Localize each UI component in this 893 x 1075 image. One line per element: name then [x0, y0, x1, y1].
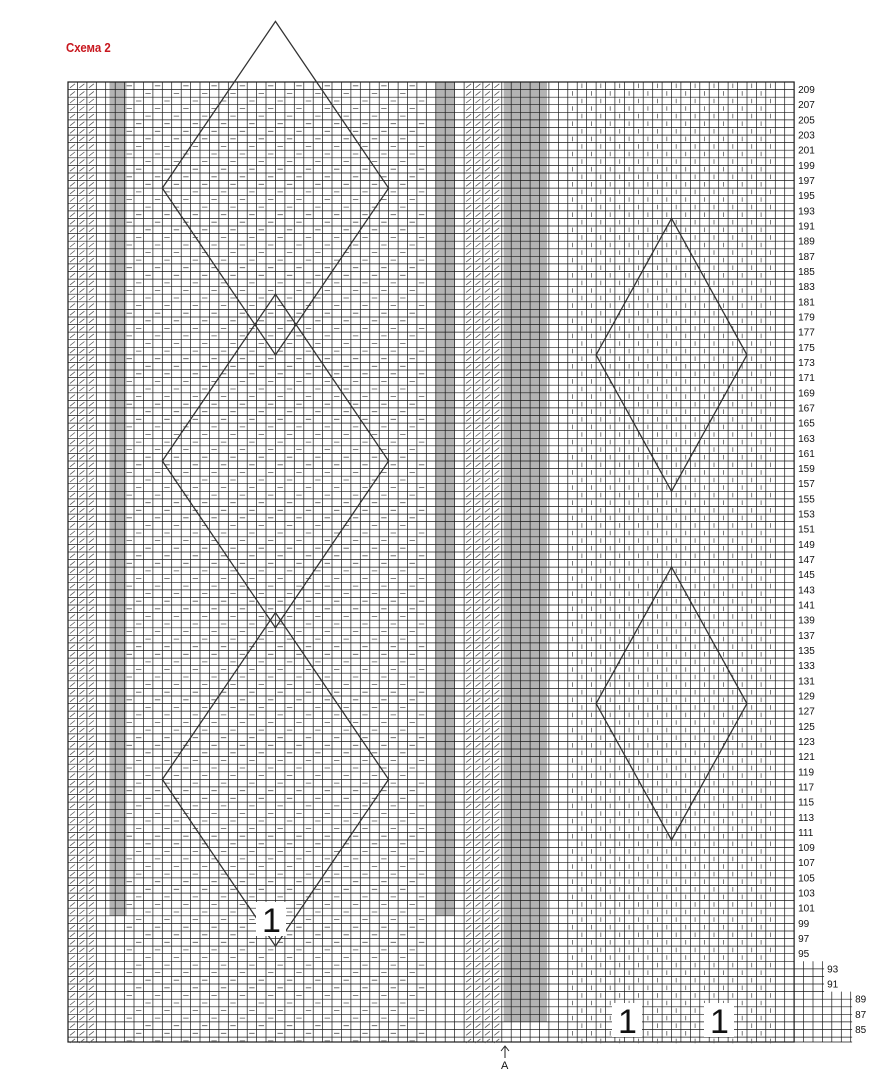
row-label: 113: [798, 812, 815, 824]
row-label: 167: [798, 403, 815, 415]
row-label: 179: [798, 312, 815, 324]
row-label: 107: [798, 858, 815, 870]
row-label: 191: [798, 221, 815, 233]
row-label-right: 85: [855, 1025, 867, 1036]
row-label: 129: [798, 691, 815, 703]
row-label: 111: [798, 827, 814, 839]
row-label: 133: [798, 661, 815, 673]
row-label: 125: [798, 721, 815, 733]
row-label: 139: [798, 615, 815, 627]
row-label: 131: [798, 676, 815, 688]
section-marker: 1: [710, 1003, 729, 1041]
stitch-symbols: [70, 84, 771, 1044]
row-label-right: 89: [855, 994, 867, 1006]
row-label: 207: [798, 100, 815, 112]
row-label: 123: [798, 737, 815, 748]
row-labels: [798, 85, 867, 1036]
row-label: 141: [798, 600, 815, 612]
row-label-right: 93: [827, 964, 839, 976]
row-label: 171: [798, 373, 815, 385]
row-label: 101: [798, 903, 815, 915]
row-label: 159: [798, 464, 815, 476]
row-label: 165: [798, 418, 815, 430]
row-label: 121: [798, 752, 815, 764]
row-label: 105: [798, 873, 815, 885]
row-label: 153: [798, 509, 815, 521]
section-marker: 1: [618, 1003, 637, 1041]
row-label: 169: [798, 388, 815, 400]
row-label: 197: [798, 176, 815, 187]
row-label-right: 87: [855, 1009, 867, 1021]
row-label: 189: [798, 236, 815, 248]
row-label: 95: [798, 949, 810, 961]
row-label: 119: [798, 767, 815, 779]
row-label: 181: [798, 297, 815, 309]
grid-lines: [68, 82, 852, 1042]
row-label: 145: [798, 570, 815, 582]
row-label: 185: [798, 267, 815, 278]
row-label: 137: [798, 630, 815, 642]
row-label: 143: [798, 585, 815, 597]
row-label: 163: [798, 433, 815, 445]
row-label: 135: [798, 646, 815, 657]
bottom-marker: A: [501, 1060, 509, 1072]
row-label: 151: [798, 524, 815, 536]
row-label: 147: [798, 555, 815, 566]
row-label: 161: [798, 448, 815, 460]
row-label: 155: [798, 494, 815, 506]
row-label: 103: [798, 888, 815, 900]
section-marker: 1: [262, 902, 281, 940]
row-label: 175: [798, 342, 815, 354]
row-label: 187: [798, 251, 815, 263]
row-label: 115: [798, 797, 815, 809]
row-label: 201: [798, 145, 815, 157]
arrow-up-icon: [501, 1046, 509, 1058]
row-label: 183: [798, 282, 815, 294]
row-label-right: 91: [827, 979, 839, 991]
row-label: 97: [798, 934, 810, 945]
row-label: 127: [798, 706, 815, 718]
row-label: 195: [798, 191, 815, 203]
row-label: 117: [798, 782, 815, 794]
row-label: 99: [798, 918, 810, 930]
chart-grid: [68, 82, 852, 1042]
row-label: 173: [798, 358, 815, 369]
row-label: 157: [798, 479, 815, 491]
row-label: 109: [798, 843, 815, 855]
row-label: 193: [798, 206, 815, 218]
row-label: 205: [798, 115, 815, 127]
row-label: 149: [798, 539, 815, 551]
row-label: 177: [798, 327, 815, 339]
stitch-marks: [70, 84, 771, 1044]
chart-title: Схема 2: [66, 40, 111, 55]
row-label: 209: [798, 85, 815, 97]
row-label: 203: [798, 130, 815, 142]
row-label: 199: [798, 160, 815, 172]
